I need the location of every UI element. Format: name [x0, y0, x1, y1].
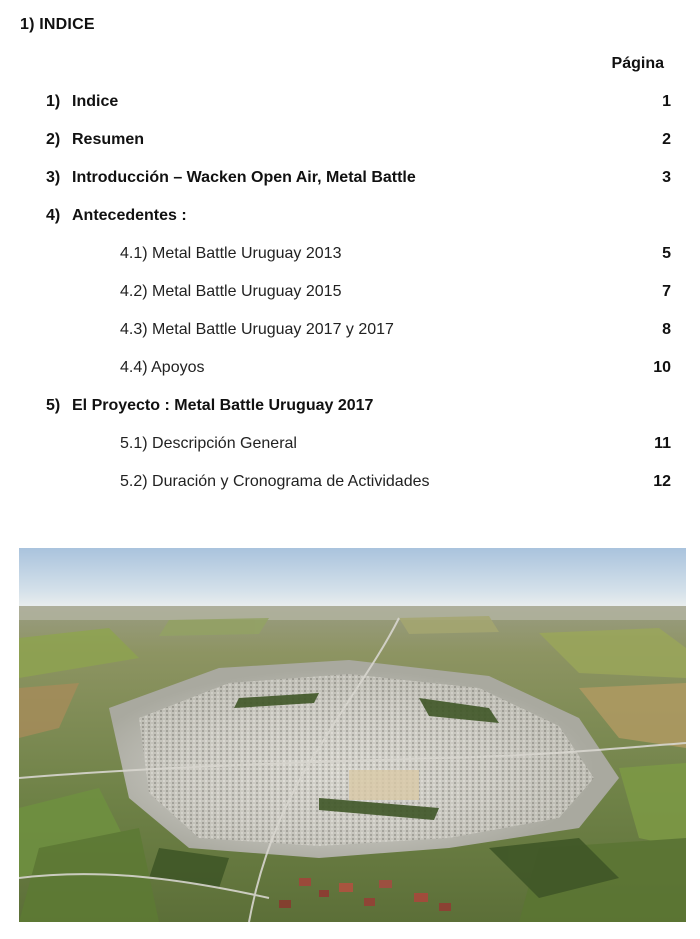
toc-subentry-5-2[interactable] [0, 470, 700, 494]
toc-entry-number: 5) [46, 397, 61, 414]
toc-entry-number: 1) [46, 93, 61, 110]
toc-entry-title: Introducción – Wacken Open Air, Metal Battle [72, 169, 416, 186]
toc-entry-title: Indice [72, 93, 119, 110]
toc-entry-page: 7 [662, 283, 671, 300]
toc-entry-page: 12 [653, 473, 671, 490]
toc-subentry-4-4[interactable] [0, 356, 700, 380]
page-column-header: Página [611, 55, 664, 72]
toc-entry-antecedentes[interactable] [0, 204, 700, 228]
toc-entry-title: 5.2) Duración y Cronograma de Actividades [120, 473, 430, 490]
toc-entry-page: 8 [662, 321, 671, 338]
toc-entry-title: Antecedentes : [72, 207, 187, 224]
toc-subentry-4-3[interactable] [0, 318, 700, 342]
toc-entry-proyecto[interactable] [0, 394, 700, 418]
toc-entry-title: 4.2) Metal Battle Uruguay 2015 [120, 283, 342, 300]
toc-entry-number: 2) [46, 131, 61, 148]
toc-entry-introduccion[interactable] [0, 166, 700, 190]
toc-entry-page: 10 [653, 359, 671, 376]
toc-entry-page: 2 [662, 131, 671, 148]
toc-entry-title: 5.1) Descripción General [120, 435, 297, 452]
toc-entry-page: 5 [662, 245, 671, 262]
main-stage-area [349, 770, 419, 800]
toc-subentry-5-1[interactable] [0, 432, 700, 456]
toc-entry-page: 11 [654, 435, 671, 452]
index-heading: 1) INDICE [20, 16, 95, 33]
aerial-photo-illustration [19, 548, 686, 922]
toc-entry-title: 4.4) Apoyos [120, 359, 205, 376]
toc-entry-title: El Proyecto : Metal Battle Uruguay 2017 [72, 397, 374, 414]
toc-subentry-4-1[interactable] [0, 242, 700, 266]
toc-entry-number: 3) [46, 169, 61, 186]
toc-entry-resumen[interactable] [0, 128, 700, 152]
toc-entry-page: 3 [662, 169, 671, 186]
sky [19, 548, 686, 610]
aerial-festival-photo [19, 548, 686, 922]
toc-entry-title: 4.3) Metal Battle Uruguay 2017 y 2017 [120, 321, 394, 338]
toc-entry-title: 4.1) Metal Battle Uruguay 2013 [120, 245, 342, 262]
toc-entry-page: 1 [662, 93, 671, 110]
toc-entry-number: 4) [46, 207, 61, 224]
toc-entry-title: Resumen [72, 131, 145, 148]
toc-subentry-4-2[interactable] [0, 280, 700, 304]
toc-entry-indice[interactable] [0, 90, 700, 114]
